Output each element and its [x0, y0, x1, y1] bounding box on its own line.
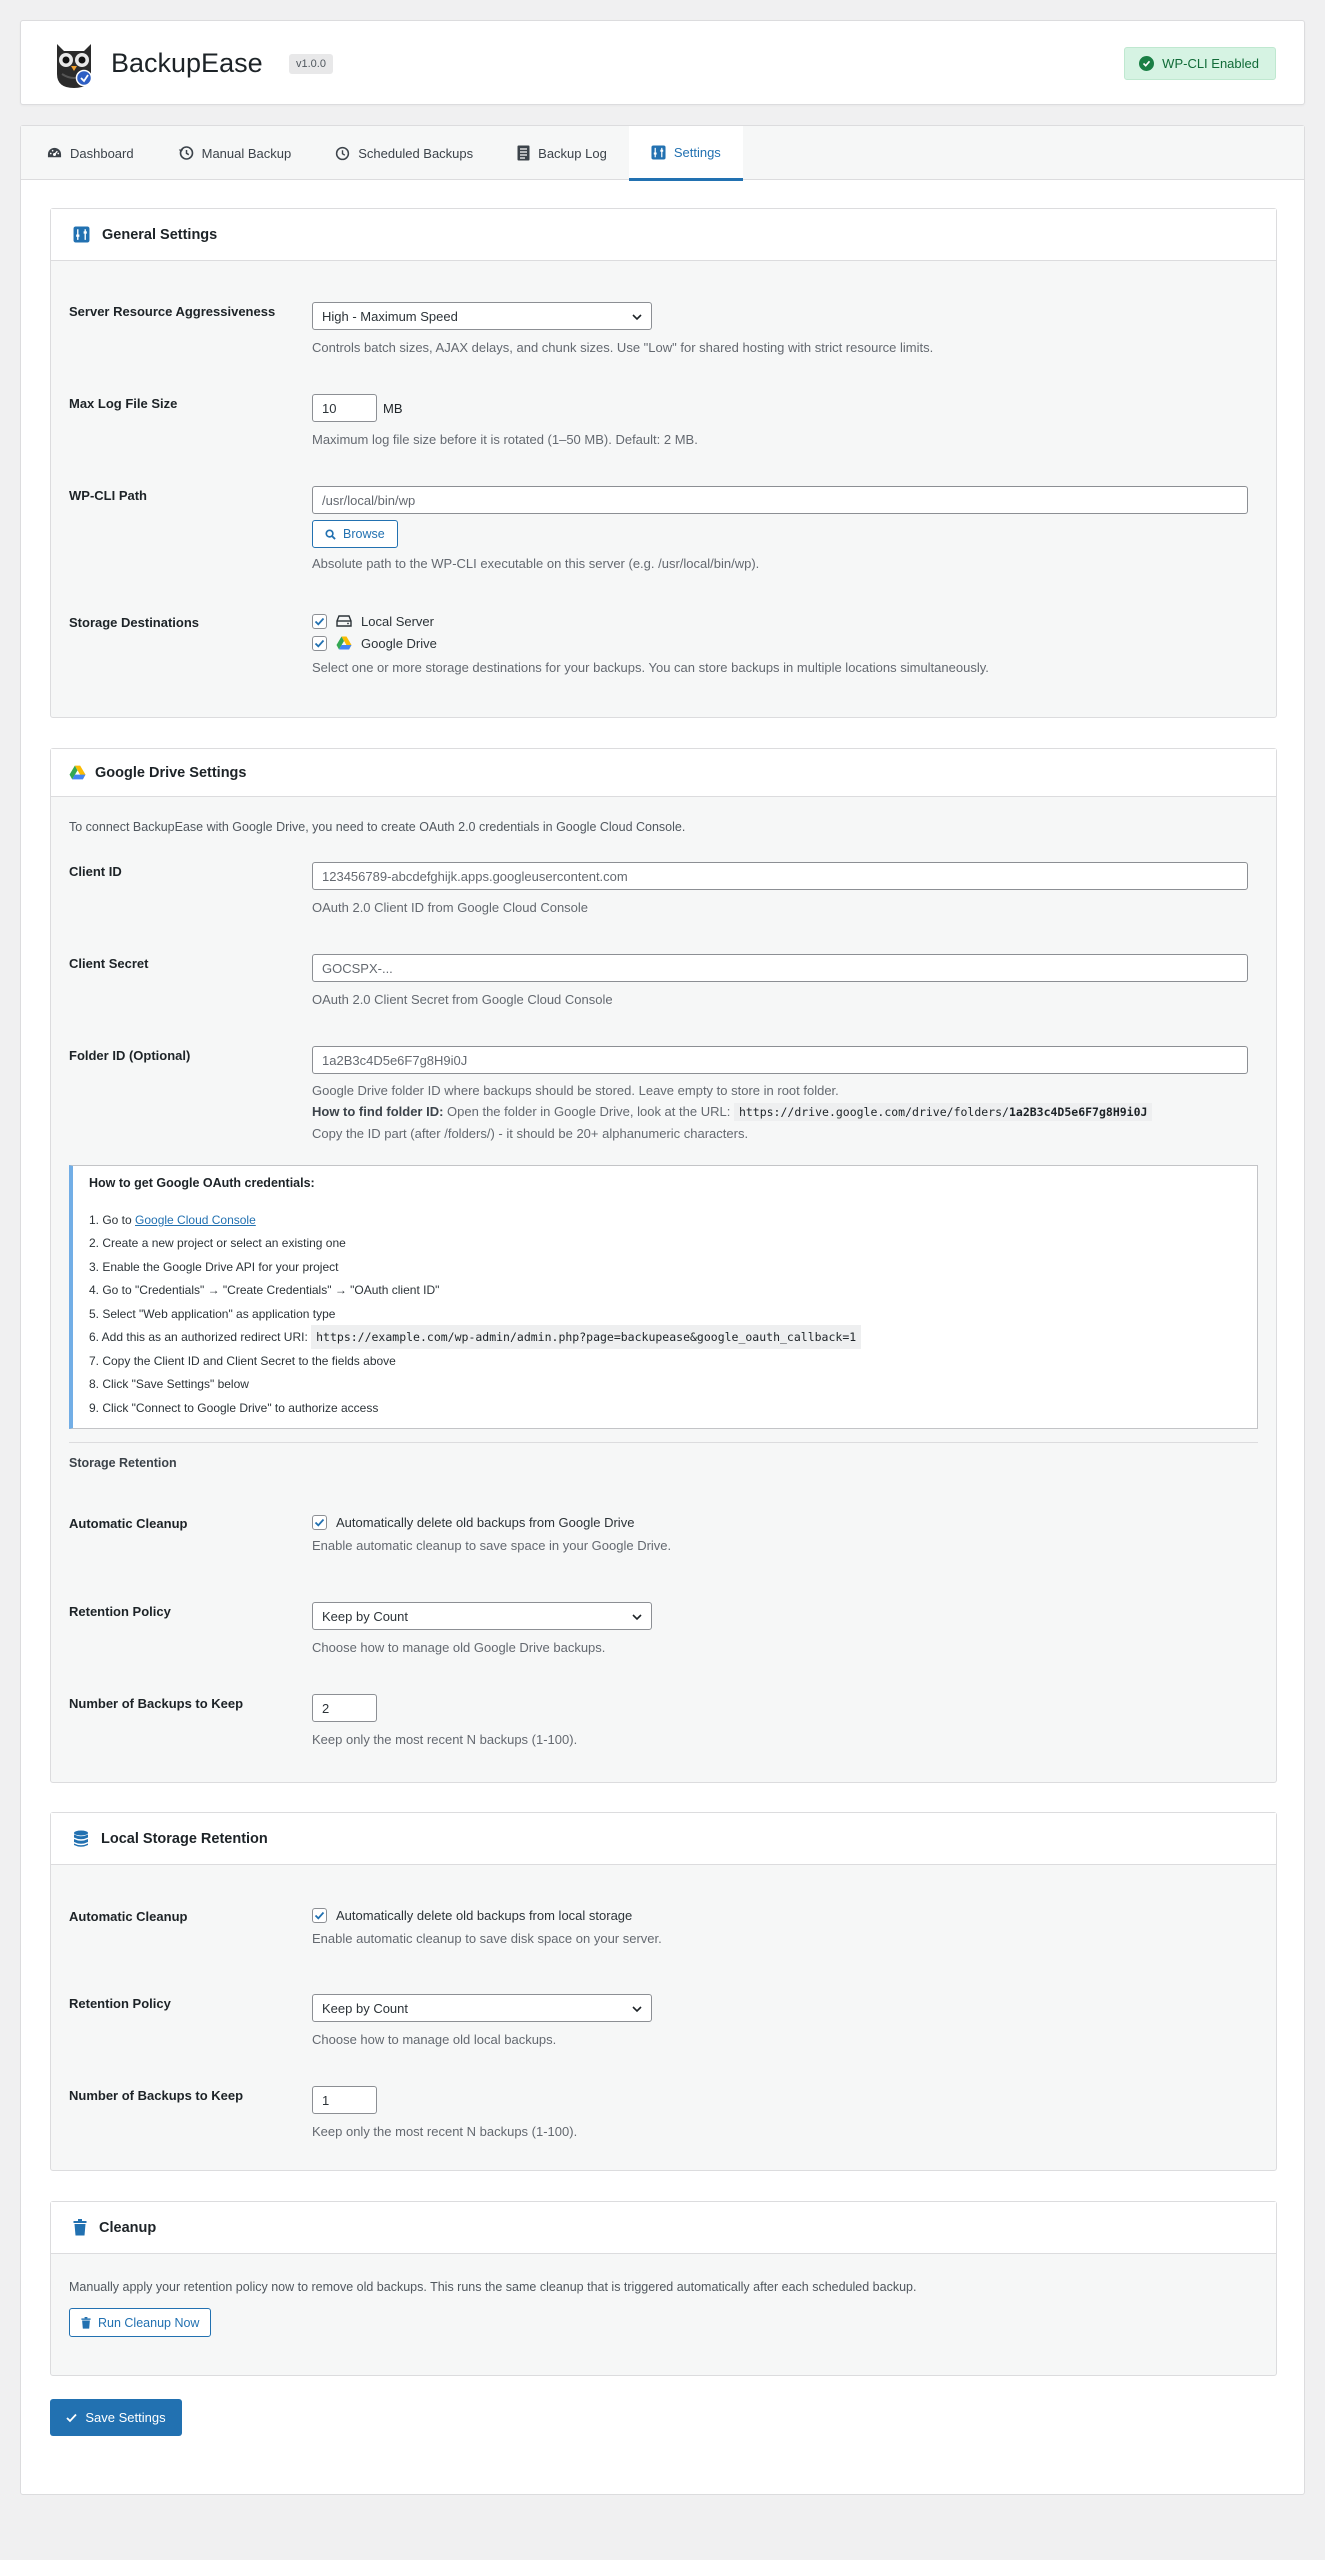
- local-auto-cleanup-checkbox-row[interactable]: [312, 1904, 1248, 1926]
- tab-label: Dashboard: [70, 145, 134, 161]
- folder-id-help: [312, 1080, 1248, 1144]
- aggressiveness-select[interactable]: [312, 302, 652, 330]
- instruction-step: 3. Enable the Google Drive API for your project: [89, 1259, 339, 1274]
- app-title: BackupEase: [111, 48, 263, 78]
- instruction-step: 4. Go to "Credentials" → "Create Credentials" → "OAuth client ID": [89, 1283, 440, 1298]
- local-retention-policy-select[interactable]: [312, 1994, 652, 2022]
- field-label: Folder ID (Optional): [69, 1048, 191, 1063]
- field-description: OAuth 2.0 Client ID from Google Cloud Console: [312, 900, 589, 915]
- field-description: Keep only the most recent N backups (1-100).: [312, 1732, 578, 1747]
- folder-url-code: [734, 1103, 1153, 1121]
- history-icon: [178, 145, 194, 161]
- google-drive-icon: [69, 765, 86, 780]
- tab-dashboard[interactable]: [25, 126, 156, 180]
- storage-retention-heading: Storage Retention: [69, 1456, 177, 1470]
- tab-label: Backup Log: [538, 145, 607, 161]
- database-icon: [73, 1830, 89, 1848]
- checkbox-label: Automatically delete old backups from local storage: [336, 1907, 633, 1923]
- chevron-down-icon: [631, 2003, 643, 2015]
- field-label: Retention Policy: [69, 1604, 171, 1619]
- save-settings-button[interactable]: [50, 2399, 182, 2436]
- instruction-step: 9. Click "Connect to Google Drive" to authorize access: [89, 1400, 379, 1415]
- local-server-checkbox[interactable]: [312, 614, 327, 629]
- gdrive-intro: To connect BackupEase with Google Drive, you need to create OAuth 2.0 credentials in Google Cloud Console.: [69, 820, 686, 834]
- trash-icon: [73, 2219, 87, 2236]
- field-label: Retention Policy: [69, 1996, 171, 2011]
- field-label: Number of Backups to Keep: [69, 1696, 244, 1711]
- storage-local-checkbox-row[interactable]: [312, 610, 1248, 632]
- step-text: 6. Add this as an authorized redirect URI:: [89, 1330, 312, 1345]
- browse-button[interactable]: [312, 520, 398, 548]
- gdrive-auto-cleanup-checkbox-row[interactable]: [312, 1511, 1248, 1533]
- instruction-step: 2. Create a new project or select an existing one: [89, 1236, 346, 1251]
- general-settings-card: [50, 208, 1277, 718]
- checkbox-label: Google Drive: [361, 635, 437, 651]
- field-label: Automatic Cleanup: [69, 1516, 188, 1531]
- instruction-step: 8. Click "Save Settings" below: [89, 1377, 249, 1392]
- field-label: Max Log File Size: [69, 396, 178, 411]
- select-value: Keep by Count: [322, 2000, 409, 2016]
- client-id-input[interactable]: 123456789-abcdefghijk.apps.googleusercontent.com: [312, 862, 1248, 890]
- select-value: High - Maximum Speed: [322, 308, 458, 324]
- field-description: Google Drive folder ID where backups should be stored. Leave empty to store in root folder.: [312, 1083, 839, 1098]
- field-label: Client ID: [69, 864, 122, 879]
- card-title: Local Storage Retention: [101, 1830, 268, 1847]
- card-title: General Settings: [102, 226, 218, 243]
- redirect-uri-code: https://example.com/wp-admin/admin.php?page=backupease&google_oauth_callback=1: [311, 1325, 861, 1349]
- select-value: Keep by Count: [322, 1608, 409, 1624]
- field-description: Choose how to manage old Google Drive backups.: [312, 1640, 606, 1655]
- card-header: [51, 209, 1276, 261]
- instruction-step: 7. Copy the Client ID and Client Secret to the fields above: [89, 1353, 396, 1368]
- hint-bold: How to find folder ID:: [312, 1104, 444, 1119]
- field-description: Enable automatic cleanup to save disk space on your server.: [312, 1931, 662, 1946]
- tab-label: Manual Backup: [201, 145, 292, 161]
- tab-label: Scheduled Backups: [358, 145, 474, 161]
- hard-drive-icon: [336, 614, 352, 628]
- gdrive-keep-count-input[interactable]: 2: [312, 1694, 377, 1722]
- storage-gdrive-checkbox-row[interactable]: [312, 632, 1248, 654]
- client-secret-input[interactable]: GOCSPX-...: [312, 954, 1248, 982]
- instruction-step: [89, 1326, 1241, 1350]
- folder-id-input[interactable]: 1a2B3c4D5e6F7g8H9i0J: [312, 1046, 1248, 1074]
- log-size-input[interactable]: 10: [312, 394, 377, 422]
- version-badge: v1.0.0: [289, 54, 333, 74]
- settings-icon: [651, 145, 666, 160]
- document-icon: [517, 145, 530, 161]
- field-label: Automatic Cleanup: [69, 1909, 188, 1924]
- check-circle-icon: [1139, 56, 1154, 71]
- divider: [69, 1442, 1258, 1443]
- tab-scheduled-backups[interactable]: [313, 126, 495, 180]
- local-keep-count-input[interactable]: 1: [312, 2086, 377, 2114]
- field-description: Absolute path to the WP-CLI executable on this server (e.g. /usr/local/bin/wp).: [312, 556, 760, 571]
- google-cloud-console-link[interactable]: Google Cloud Console: [135, 1212, 256, 1227]
- checkbox-label: Local Server: [361, 613, 434, 629]
- cleanup-description: Manually apply your retention policy now to remove old backups. This runs the same cleanup that is triggered automatically after each scheduled backup.: [69, 2280, 917, 2294]
- owl-logo-icon: [51, 38, 97, 90]
- google-drive-checkbox[interactable]: [312, 636, 327, 651]
- wp-cli-status-text: WP-CLI Enabled: [1162, 56, 1259, 71]
- google-drive-icon: [336, 636, 352, 650]
- run-cleanup-button[interactable]: [69, 2308, 211, 2337]
- chevron-down-icon: [631, 1611, 643, 1623]
- gdrive-auto-cleanup-checkbox[interactable]: [312, 1515, 327, 1530]
- clock-icon: [335, 146, 350, 161]
- instruction-step: [89, 1208, 1241, 1232]
- card-header: [51, 1813, 1276, 1865]
- instruction-step: 5. Select "Web application" as application type: [89, 1306, 336, 1321]
- card-header: [51, 2202, 1276, 2254]
- tab-backup-log[interactable]: [495, 126, 629, 180]
- url-folder-id: 1a2B3c4D5e6F7g8H9i0J: [1008, 1105, 1148, 1119]
- chevron-down-icon: [631, 311, 643, 323]
- settings-icon: [73, 226, 90, 243]
- search-icon: [325, 529, 336, 540]
- hint-text: Open the folder in Google Drive, look at the URL:: [447, 1104, 731, 1119]
- field-description: Select one or more storage destinations for your backups. You can store backups in multiple locations simultaneously.: [312, 660, 989, 675]
- local-storage-retention-card: [50, 1812, 1277, 2171]
- google-drive-settings-card: [50, 748, 1277, 1783]
- folder-copy-hint: Copy the ID part (after /folders/) - it should be 20+ alphanumeric characters.: [312, 1126, 749, 1141]
- field-description: Enable automatic cleanup to save space in your Google Drive.: [312, 1538, 672, 1553]
- nav-tabs: [21, 126, 1304, 180]
- url-prefix: https://drive.google.com/drive/folders/: [738, 1105, 1009, 1119]
- tab-settings[interactable]: [629, 126, 743, 181]
- field-description: Maximum log file size before it is rotated (1–50 MB). Default: 2 MB.: [312, 432, 698, 447]
- field-description: Choose how to manage old local backups.: [312, 2032, 557, 2047]
- button-label: Save Settings: [85, 2410, 166, 2425]
- field-description: Keep only the most recent N backups (1-100).: [312, 2124, 578, 2139]
- checkbox-label: Automatically delete old backups from Google Drive: [336, 1514, 635, 1530]
- tab-label: Settings: [673, 144, 721, 160]
- card-title: Cleanup: [99, 2219, 157, 2236]
- cleanup-card: [50, 2201, 1277, 2376]
- field-label: Client Secret: [69, 956, 149, 971]
- app-header: [20, 20, 1305, 105]
- wp-cli-status-badge: [1124, 47, 1276, 80]
- tab-manual-backup[interactable]: [156, 126, 314, 180]
- field-label: Storage Destinations: [69, 615, 200, 630]
- oauth-instructions-box: [69, 1165, 1258, 1429]
- check-icon: [66, 2413, 77, 2423]
- field-description: Controls batch sizes, AJAX delays, and chunk sizes. Use "Low" for shared hosting with strict resource limits.: [312, 340, 934, 355]
- step-text: 1. Go to: [89, 1212, 136, 1227]
- unit-label: MB: [383, 400, 403, 416]
- dashboard-icon: [47, 146, 62, 161]
- field-label: WP-CLI Path: [69, 488, 147, 503]
- card-title: Google Drive Settings: [95, 764, 247, 781]
- trash-icon: [81, 2317, 91, 2329]
- gdrive-retention-policy-select[interactable]: [312, 1602, 652, 1630]
- instructions-list: [89, 1208, 1241, 1420]
- folder-find-hint: [312, 1101, 1248, 1123]
- button-label: Run Cleanup Now: [98, 2315, 200, 2330]
- field-label: Server Resource Aggressiveness: [69, 304, 276, 319]
- wp-cli-path-input[interactable]: /usr/local/bin/wp: [312, 486, 1248, 514]
- instructions-title: How to get Google OAuth credentials:: [89, 1176, 315, 1190]
- field-description: OAuth 2.0 Client Secret from Google Cloud Console: [312, 992, 613, 1007]
- field-label: Number of Backups to Keep: [69, 2088, 244, 2103]
- local-auto-cleanup-checkbox[interactable]: [312, 1908, 327, 1923]
- settings-panel: [20, 125, 1305, 2495]
- button-label: Browse: [343, 527, 385, 541]
- card-header: [51, 749, 1276, 797]
